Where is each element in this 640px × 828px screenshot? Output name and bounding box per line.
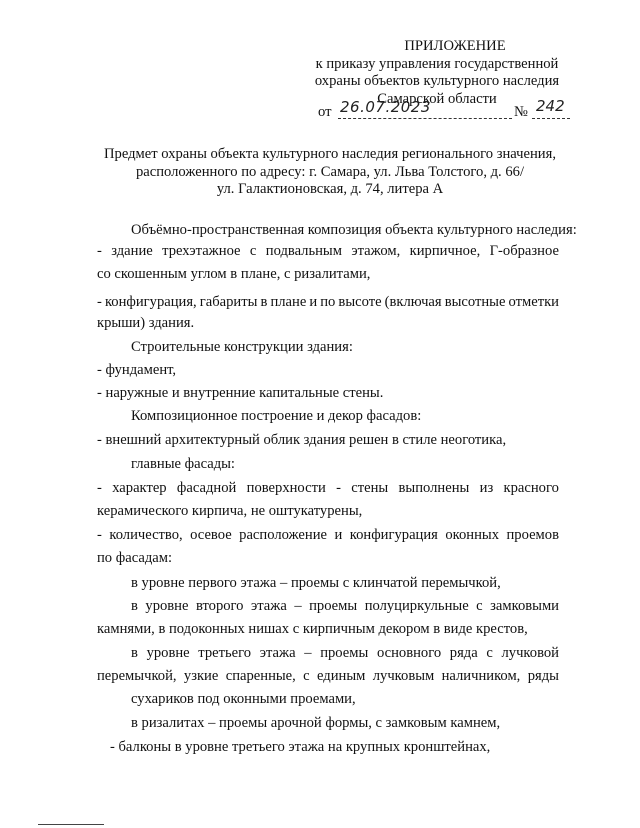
floor-item-continuation: камнями, в подоконных нишах с кирпичным декором в виде крестов, (97, 621, 528, 637)
word: количество, (109, 527, 183, 543)
document-subject (70, 146, 590, 199)
word: проемы (309, 598, 358, 614)
word: третьего (198, 645, 252, 661)
word: высотные (444, 294, 506, 310)
word: наличником, (441, 668, 521, 684)
word: единым (317, 668, 366, 684)
word: в (260, 294, 268, 310)
word: - (97, 480, 102, 496)
word: высоте (338, 294, 382, 310)
subject-line-2: расположенного по адресу: г. Самара, ул. Льва Толстого, д. 66/ (135, 163, 524, 180)
word: Г-образное (489, 243, 559, 259)
justified-line (131, 598, 559, 615)
word: стены (351, 480, 389, 496)
date-prefix: от (318, 104, 332, 120)
word: поверхности (246, 480, 326, 496)
appendix-line-3: Самарской области (377, 90, 497, 107)
justified-line (97, 243, 559, 260)
word: замковыми (490, 598, 559, 614)
list-item-continuation: со скошенным углом в плане, с ризалитами, (97, 266, 371, 282)
word: красного (503, 480, 559, 496)
section-heading-volume: Объёмно-пространственная композиция объекта культурного наследия: (131, 222, 577, 238)
word: из (479, 480, 494, 496)
list-item (97, 480, 559, 497)
word: по (320, 294, 336, 310)
word: основного (376, 645, 442, 661)
justified-line (97, 294, 559, 311)
word: - (97, 243, 102, 259)
word: подвальным (265, 243, 342, 259)
list-item-continuation: керамического кирпича, не оштукатурены, (97, 503, 363, 519)
floor-item-first: в уровне первого этажа – проемы с клинчатой перемычкой, (131, 575, 501, 591)
word: (включая (384, 294, 442, 310)
subject-line-1: Предмет охраны объекта культурного наследия регионального значения, (104, 146, 556, 162)
number-field (532, 97, 570, 119)
word: с (249, 243, 257, 259)
sub-heading-main-facades: главные фасады: (131, 456, 235, 472)
justified-line (97, 480, 559, 497)
word: – (304, 645, 312, 661)
appendix-title: ПРИЛОЖЕНИЕ (404, 38, 506, 54)
word: ряда (449, 645, 478, 661)
word: характер (112, 480, 167, 496)
list-item-continuation: по фасадам: (97, 550, 173, 566)
word: расположение (239, 527, 328, 543)
word: полуциркульные (364, 598, 469, 614)
word: трехэтажное (162, 243, 241, 259)
floor-item-second (131, 598, 559, 615)
word: уровне (145, 598, 189, 614)
word: лучковой (501, 645, 559, 661)
word: - (97, 294, 102, 310)
word: осевое (190, 527, 232, 543)
floor-item-third (131, 645, 559, 662)
word: второго (195, 598, 244, 614)
justified-line (131, 645, 559, 662)
handwritten-date: 26.07.2023 (340, 98, 431, 116)
number-prefix: № (514, 104, 528, 120)
list-item-continuation: крыши) здания. (97, 315, 195, 331)
word: фасадной (176, 480, 237, 496)
word: уровне (146, 645, 190, 661)
subject-line-3: ул. Галактионовская, д. 74, литера А (216, 181, 444, 197)
word: ряды (527, 668, 559, 684)
page-bottom-rule (38, 824, 104, 825)
list-item (97, 527, 559, 544)
word: здание (111, 243, 153, 259)
section-heading-facades: Композиционное построение и декор фасадов: (131, 408, 422, 424)
justified-line (97, 527, 559, 544)
word: кирпичное, (409, 243, 481, 259)
word: этажом, (351, 243, 401, 259)
word: конфигурация, (104, 294, 197, 310)
justified-line (97, 668, 559, 685)
floor-item-risalits: в ризалитах – проемы арочной формы, с замковым камнем, (131, 715, 501, 731)
appendix-line-2: охраны объектов культурного наследия (314, 73, 560, 89)
word: этажа (259, 645, 296, 661)
word: габариты (199, 294, 258, 310)
word: проемы (320, 645, 369, 661)
floor-item-continuation: сухариков под оконными проемами, (131, 691, 356, 707)
word: в (131, 645, 138, 661)
list-item: - наружные и внутренние капитальные стены. (97, 385, 384, 401)
list-item (97, 294, 559, 311)
word: оконных (445, 527, 500, 543)
list-item: - внешний архитектурный облик здания решен в стиле неоготика, (97, 432, 507, 448)
word: конфигурация (349, 527, 438, 543)
word: спаренные, (225, 668, 296, 684)
word: выполнены (398, 480, 470, 496)
word: проемов (506, 527, 559, 543)
word: в (131, 598, 138, 614)
handwritten-number: 242 (536, 97, 565, 115)
word: отметки (508, 294, 559, 310)
word: узкие (183, 668, 219, 684)
word: этажа (250, 598, 287, 614)
word: с (303, 668, 310, 684)
list-item (97, 243, 559, 260)
section-heading-structures: Строительные конструкции здания: (131, 339, 353, 355)
floor-item-continuation (97, 668, 559, 685)
word: с (486, 645, 493, 661)
word: с (476, 598, 483, 614)
word: перемычкой, (97, 668, 177, 684)
word: - (336, 480, 341, 496)
list-item: - фундамент, (97, 362, 177, 378)
word: лучковым (372, 668, 435, 684)
word: плане (270, 294, 307, 310)
word: и (334, 527, 343, 543)
appendix-line-1: к приказу управления государственной (315, 55, 559, 72)
word: - (97, 527, 102, 543)
word: – (294, 598, 302, 614)
list-item: - балконы в уровне третьего этажа на крупных кронштейнах, (110, 739, 491, 755)
word: и (309, 294, 318, 310)
